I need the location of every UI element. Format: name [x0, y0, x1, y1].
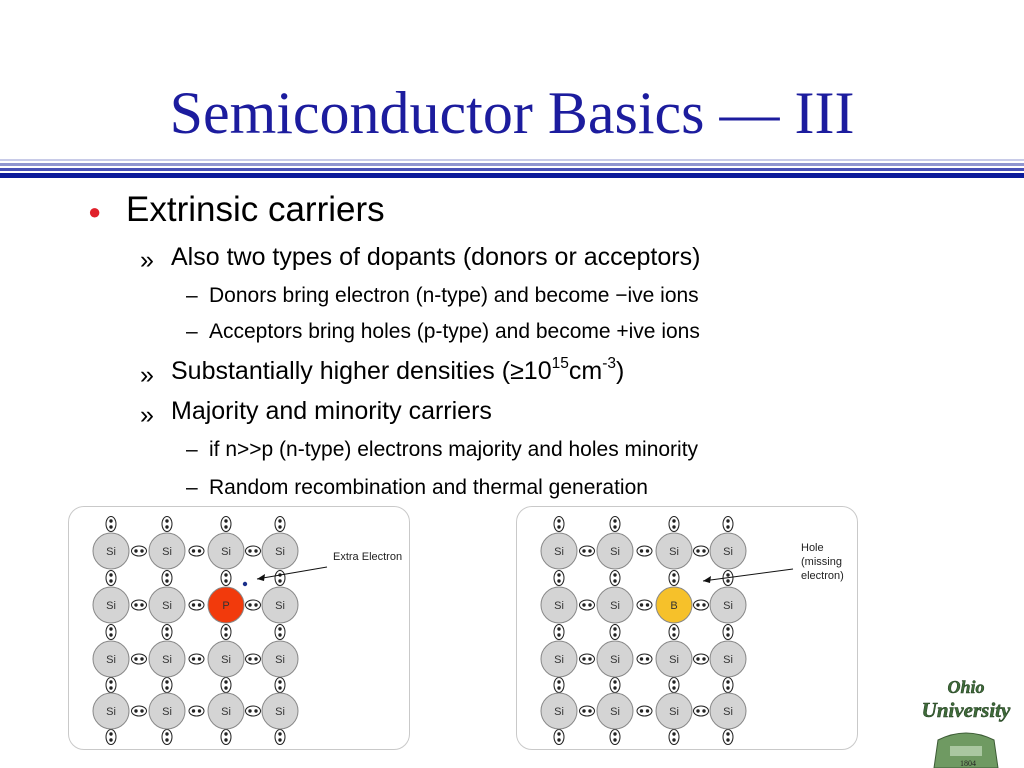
silicon-atom [93, 693, 129, 729]
svg-text:Si: Si [669, 546, 679, 558]
svg-text:Si: Si [106, 600, 116, 612]
bond-electron-pair [221, 625, 231, 640]
bullet-marker-8: – [186, 476, 198, 499]
bond-electron-pair [221, 517, 231, 532]
bond-electron-pair [106, 571, 116, 586]
svg-text:Si: Si [221, 706, 231, 718]
bond-electron-pair [669, 730, 679, 745]
hole-label-line-1: Hole [801, 542, 824, 554]
bond-electron-pair [580, 600, 595, 610]
svg-text:Si: Si [162, 600, 172, 612]
svg-text:Si: Si [162, 706, 172, 718]
silicon-atom [710, 533, 746, 569]
silicon-atom [597, 641, 633, 677]
densities-unit: cm [568, 357, 603, 385]
logo-ohio-text: Ohio [947, 677, 985, 697]
bond-electron-pair [275, 678, 285, 693]
densities-exponent: 15 [551, 355, 569, 373]
silicon-atom [262, 587, 298, 623]
bond-electron-pair [610, 571, 620, 586]
svg-text:Si: Si [723, 546, 733, 558]
silicon-atom [208, 533, 244, 569]
bond-electron-pair [275, 625, 285, 640]
bond-electron-pair [694, 600, 709, 610]
bond-electron-pair [610, 517, 620, 532]
bond-electron-pair [554, 571, 564, 586]
bullet-recombination: Random recombination and thermal generation [209, 476, 648, 499]
bond-electron-pair [246, 654, 261, 664]
svg-text:Si: Si [554, 546, 564, 558]
bond-electron-pair [669, 571, 679, 586]
silicon-atom [656, 641, 692, 677]
bond-electron-pair [669, 517, 679, 532]
p-type-lattice-panel [516, 506, 858, 750]
dopant-atom [208, 587, 244, 623]
bullet-marker-4: – [186, 320, 198, 343]
bullet-marker-6: » [140, 401, 154, 429]
bond-electron-pair [669, 625, 679, 640]
silicon-atom [541, 587, 577, 623]
bond-electron-pair [637, 600, 652, 610]
bond-electron-pair [669, 678, 679, 693]
svg-text:Si: Si [554, 706, 564, 718]
extra-electron-arrow [257, 567, 327, 579]
bond-electron-pair [221, 678, 231, 693]
svg-text:Si: Si [275, 600, 285, 612]
bond-electron-pair [132, 546, 147, 556]
bond-electron-pair [189, 600, 204, 610]
bond-electron-pair [694, 706, 709, 716]
n-type-lattice-panel [68, 506, 410, 750]
silicon-atom [656, 533, 692, 569]
silicon-atom [149, 587, 185, 623]
title-rule-3 [0, 168, 1024, 171]
bond-electron-pair [694, 546, 709, 556]
svg-text:Si: Si [106, 706, 116, 718]
bond-electron-pair [189, 706, 204, 716]
bond-electron-pair [637, 706, 652, 716]
silicon-atom [93, 641, 129, 677]
bond-electron-pair [723, 730, 733, 745]
bond-electron-pair [554, 625, 564, 640]
bullet-acceptors: Acceptors bring holes (p-type) and become +ive ions [209, 320, 700, 343]
title-rule-4 [0, 173, 1024, 178]
silicon-atom [656, 693, 692, 729]
bond-electron-pair [162, 730, 172, 745]
bond-electron-pair [637, 546, 652, 556]
bond-electron-pair [580, 546, 595, 556]
bond-electron-pair [580, 706, 595, 716]
bond-electron-pair [723, 678, 733, 693]
n-type-lattice-diagram [69, 507, 409, 749]
svg-text:Si: Si [106, 654, 116, 666]
bond-electron-pair [106, 678, 116, 693]
hole-arrowhead [703, 576, 711, 583]
bond-electron-pair [246, 546, 261, 556]
bond-electron-pair [246, 600, 261, 610]
bond-electron-pair [637, 654, 652, 664]
bullet-marker-5: » [140, 361, 154, 389]
silicon-atom [262, 533, 298, 569]
silicon-atom [149, 693, 185, 729]
hole-label-line-3: electron) [801, 570, 844, 582]
bond-electron-pair [106, 625, 116, 640]
silicon-atom [149, 641, 185, 677]
svg-text:Si: Si [669, 654, 679, 666]
silicon-atom [262, 693, 298, 729]
bond-electron-pair [162, 678, 172, 693]
silicon-atom [710, 587, 746, 623]
densities-unit-exponent: -3 [602, 355, 616, 373]
bond-electron-pair [554, 517, 564, 532]
hole-label [801, 542, 845, 582]
svg-text:Si: Si [275, 654, 285, 666]
bullet-dopant-types: Also two types of dopants (donors or acceptors) [171, 243, 701, 271]
extra-electron-label: Extra Electron [333, 551, 403, 563]
svg-text:Si: Si [275, 546, 285, 558]
svg-text:Si: Si [275, 706, 285, 718]
svg-text:Si: Si [610, 600, 620, 612]
bond-electron-pair [275, 517, 285, 532]
bullet-marker-7: – [186, 438, 198, 461]
silicon-atom [597, 693, 633, 729]
silicon-atom [541, 533, 577, 569]
bullet-extrinsic-carriers: Extrinsic carriers [126, 190, 385, 229]
svg-text:Si: Si [669, 706, 679, 718]
bond-electron-pair [132, 600, 147, 610]
bond-electron-pair [610, 730, 620, 745]
dopant-atom [656, 587, 692, 623]
svg-text:Si: Si [162, 654, 172, 666]
bond-electron-pair [554, 730, 564, 745]
svg-text:Si: Si [610, 706, 620, 718]
svg-text:Si: Si [610, 654, 620, 666]
svg-text:Si: Si [723, 654, 733, 666]
bond-electron-pair [723, 517, 733, 532]
bond-electron-pair [694, 654, 709, 664]
silicon-atom [262, 641, 298, 677]
silicon-atom [208, 693, 244, 729]
silicon-atom [149, 533, 185, 569]
svg-text:Si: Si [723, 600, 733, 612]
bond-electron-pair [132, 706, 147, 716]
silicon-atom [710, 641, 746, 677]
silicon-atom [93, 533, 129, 569]
bond-electron-pair [554, 678, 564, 693]
bond-electron-pair [132, 654, 147, 664]
bond-electron-pair [221, 571, 231, 586]
svg-text:Si: Si [221, 546, 231, 558]
silicon-atom [541, 693, 577, 729]
svg-text:Si: Si [554, 600, 564, 612]
svg-text:P: P [222, 600, 230, 612]
logo-year: 1804 [960, 759, 976, 768]
p-type-lattice-diagram [517, 507, 857, 749]
bullet-marker-3: – [186, 284, 198, 307]
svg-text:Si: Si [106, 546, 116, 558]
bullet-donors: Donors bring electron (n-type) and become −ive ions [209, 284, 699, 307]
bond-electron-pair [723, 625, 733, 640]
silicon-atom [597, 587, 633, 623]
slide-title: Semiconductor Basics — III [169, 80, 855, 146]
bond-electron-pair [221, 730, 231, 745]
title-rule-1 [0, 159, 1024, 161]
svg-text:Si: Si [221, 654, 231, 666]
bond-electron-pair [580, 654, 595, 664]
bond-electron-pair [189, 654, 204, 664]
bullet-n-type-majority: if n>>p (n-type) electrons majority and holes minority [209, 438, 699, 461]
bond-electron-pair [162, 517, 172, 532]
extra-electron-dot [243, 582, 247, 586]
bond-electron-pair [106, 517, 116, 532]
hole-arrow [703, 569, 793, 581]
bond-electron-pair [162, 625, 172, 640]
bond-electron-pair [610, 678, 620, 693]
bond-electron-pair [246, 706, 261, 716]
bond-electron-pair [106, 730, 116, 745]
svg-text:Si: Si [610, 546, 620, 558]
logo-window-icon [950, 746, 982, 756]
bullet-marker-2: » [140, 246, 154, 274]
svg-text:Si: Si [162, 546, 172, 558]
svg-text:B: B [670, 600, 678, 612]
ohio-university-logo [910, 676, 1022, 768]
bullet-densities [171, 357, 624, 386]
bond-electron-pair [189, 546, 204, 556]
bullet-marker-1: ● [88, 199, 102, 224]
extra-electron-arrowhead [257, 574, 265, 581]
bond-electron-pair [275, 571, 285, 586]
bullet-majority-minority: Majority and minority carriers [171, 397, 492, 425]
densities-close: ) [615, 357, 625, 385]
silicon-atom [93, 587, 129, 623]
silicon-atom [597, 533, 633, 569]
silicon-atom [541, 641, 577, 677]
logo-university-text: University [921, 698, 1011, 722]
bond-electron-pair [610, 625, 620, 640]
title-rule-2 [0, 163, 1024, 166]
bond-electron-pair [162, 571, 172, 586]
bond-electron-pair [275, 730, 285, 745]
densities-text: Substantially higher densities (≥10 [171, 357, 552, 385]
silicon-atom [208, 641, 244, 677]
svg-text:Si: Si [554, 654, 564, 666]
silicon-atom [710, 693, 746, 729]
hole-label-line-2: (missing [801, 556, 842, 568]
svg-text:Si: Si [723, 706, 733, 718]
